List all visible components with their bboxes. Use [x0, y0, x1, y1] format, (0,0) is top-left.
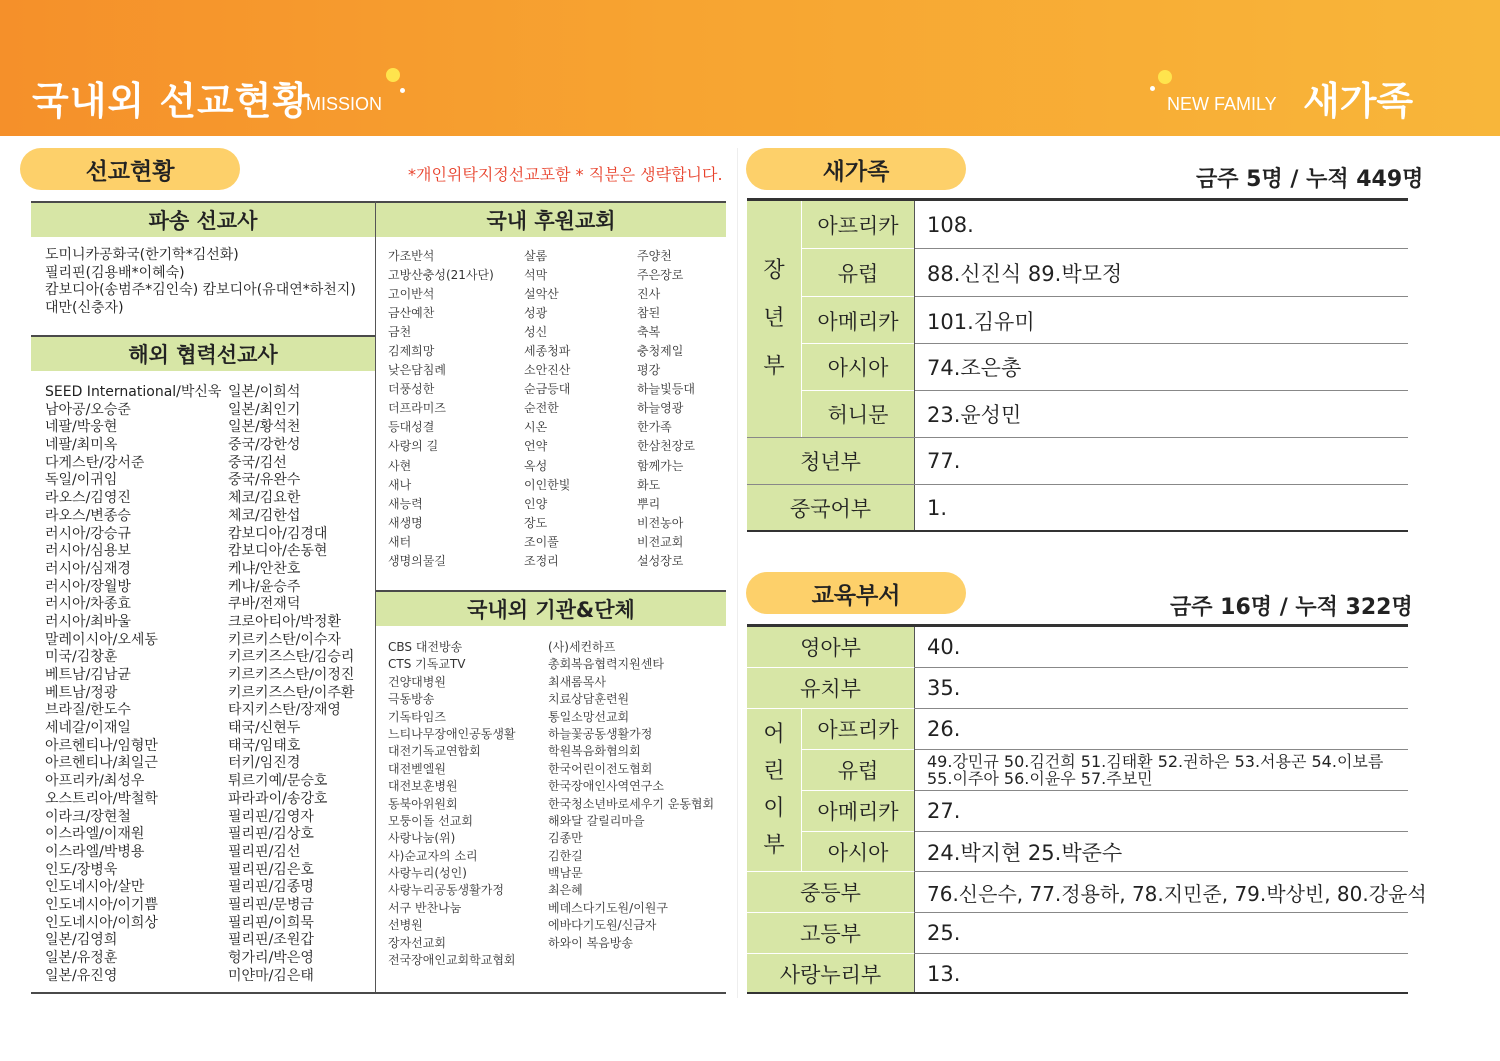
- list-item: 일본/김영희: [45, 932, 118, 949]
- list-item: 김제희망: [388, 344, 435, 359]
- list-item: 조이풀: [524, 534, 559, 549]
- list-item: 헝가리/박은영: [228, 950, 314, 966]
- list-item: 태국/신현두: [228, 720, 301, 737]
- row-value-kinder: 35.: [927, 676, 961, 700]
- row-value: 74.조은총: [927, 356, 1022, 380]
- list-item: 필리핀/김상호: [228, 826, 314, 843]
- list-item: 더프라미즈: [388, 401, 446, 416]
- list-item: 베데스다기도원/이원구: [548, 900, 668, 915]
- list-item: 순전한: [524, 401, 559, 416]
- list-item: 고이반석: [388, 287, 435, 302]
- overseas-head: 해외 협력선교사: [31, 335, 375, 371]
- list-item: 사랑의 길: [388, 439, 439, 454]
- list-item: 모퉁이돌 선교회: [388, 813, 473, 828]
- list-item: 사랑나눔(위): [388, 831, 456, 846]
- org-head: 국내외 기관&단체: [376, 590, 726, 626]
- list-item: 이스라엘/박병용: [45, 843, 145, 860]
- list-item: 건양대병원: [388, 674, 446, 689]
- list-item: 한국어린이전도협회: [548, 761, 653, 776]
- list-item: 일본/황석천: [228, 419, 301, 436]
- list-item: 도미니카공화국(한기학*김선화): [45, 247, 239, 263]
- list-item: 아프리카/최성우: [45, 773, 145, 790]
- row-label-chinese: 중국어부: [747, 485, 914, 531]
- row-label-kinder: 유치부: [747, 668, 914, 708]
- row-value-chinese: 1.: [927, 496, 948, 520]
- list-item: 김종만: [548, 831, 583, 846]
- list-item: 체코/김요한: [228, 490, 301, 507]
- list-item: 라오스/변종승: [45, 507, 131, 524]
- list-item: 인도네시아/살만: [45, 879, 145, 896]
- list-item: 살롬: [524, 249, 548, 263]
- row-label-youth: 청년부: [747, 438, 914, 484]
- list-item: 사현: [388, 458, 412, 473]
- row-divider: [802, 248, 914, 249]
- list-item: 베트남/김남균: [45, 667, 131, 683]
- list-item: 언약: [524, 439, 548, 454]
- list-item: 네팔/최미옥: [45, 437, 118, 454]
- list-item: 중국/김선: [228, 454, 287, 471]
- list-item: 키르키즈스탄/김승리: [228, 649, 355, 666]
- row-divider: [747, 484, 1408, 485]
- list-item: 캄보디아/손동현: [228, 543, 328, 560]
- decor-dot-icon: [400, 88, 405, 93]
- row-value: 101.김유미: [927, 309, 1035, 334]
- list-item: 최새롬목사: [548, 674, 606, 689]
- list-item: 조정리: [524, 553, 559, 568]
- list-item: 키르키스탄/이수자: [228, 631, 341, 648]
- list-item: 비전농아: [637, 515, 684, 530]
- education-stat: 금주 16명 / 누적 322명: [1170, 595, 1413, 620]
- row-label: 허니문: [802, 391, 914, 437]
- list-item: 총회복음협력지원센타: [548, 657, 664, 672]
- row-value-multiline: 49.강민규 50.김건희 51.김태환 52.권하은 53.서용곤 54.이보름 55.이주아 56.이윤우 57.주보민: [927, 752, 1384, 788]
- row-divider: [915, 343, 1408, 344]
- list-item: 석막: [524, 268, 548, 283]
- list-item: 튀르기예/문승호: [228, 773, 328, 790]
- list-item: 필리핀/김선: [228, 843, 301, 860]
- page-divider: [737, 148, 738, 998]
- list-item: 쿠바/전재덕: [228, 596, 301, 613]
- list-item: 체코/김한섭: [228, 507, 301, 524]
- list-item: 필리핀/문병금: [228, 896, 314, 913]
- list-item: 남아공/오승준: [45, 401, 131, 418]
- list-item: 장자선교회: [388, 935, 446, 950]
- cell-divider: [914, 627, 915, 993]
- list-item: 참된: [637, 306, 661, 321]
- row-label: 아시아: [802, 344, 914, 390]
- list-item: 한가족: [637, 420, 672, 435]
- row-divider: [747, 667, 914, 668]
- list-item: 생명의물길: [388, 553, 446, 568]
- list-item: 성신: [524, 325, 548, 340]
- newfamily-table: [747, 201, 1408, 531]
- list-item: 하늘빛등대: [637, 382, 695, 397]
- list-item: 한삼천장로: [637, 439, 695, 454]
- list-item: 중국/유완수: [228, 472, 301, 489]
- row-value-youth: 77.: [927, 449, 961, 473]
- list-item: 미국/김창훈: [45, 649, 118, 666]
- list-item: 필리핀/이희묵: [228, 914, 314, 931]
- list-item: 낮은담침례: [388, 363, 446, 378]
- list-item: 아르헨티나/최일근: [45, 755, 158, 772]
- list-item: 성광: [524, 306, 548, 321]
- list-item: 김한길: [548, 848, 583, 863]
- list-item: (사)세컨하프: [548, 640, 616, 654]
- row-label: 아시아: [802, 832, 914, 871]
- list-item: 키르키즈스탄/이정진: [228, 667, 355, 683]
- list-item: 통일소망선교회: [548, 709, 630, 724]
- row-divider: [802, 390, 914, 391]
- list-item: CTS 기독교TV: [388, 657, 466, 672]
- list-item: 최은혜: [548, 883, 583, 898]
- page-subtitle-newfamily: NEW FAMILY: [1167, 94, 1277, 114]
- list-item: 동북아위원회: [388, 796, 458, 811]
- education-pill: 교육부서: [746, 572, 966, 614]
- list-item: SEED International/박신욱: [45, 384, 222, 400]
- mission-pill: 선교현황: [20, 148, 240, 190]
- list-item: 필리핀(김용배*이혜숙): [45, 264, 185, 281]
- group-label-adult: 장 년 부: [747, 201, 801, 437]
- header-band: [0, 0, 1500, 136]
- list-item: 태국/임태호: [228, 737, 301, 754]
- list-item: 고방산충성(21사단): [388, 268, 494, 283]
- list-item: 세종청파: [524, 344, 571, 359]
- list-item: 터키/임진경: [228, 755, 301, 772]
- list-item: 필리핀/김종명: [228, 879, 314, 896]
- list-item: 시온: [524, 420, 548, 435]
- list-item: 케냐/안찬호: [228, 560, 301, 577]
- list-item: 캄보디아/김경대: [228, 525, 328, 542]
- row-value: 26.: [927, 717, 961, 741]
- row-label: 유럽: [802, 249, 914, 296]
- list-item: 크로아티아/박정환: [228, 613, 341, 630]
- list-item: 금산예찬: [388, 306, 435, 321]
- row-value-sarang: 13.: [927, 961, 961, 986]
- list-item: 러시아/심용보: [45, 543, 131, 560]
- list-item: 중국/강한성: [228, 437, 301, 454]
- list-item: 하늘꽃공동생활가정: [548, 726, 653, 741]
- list-item: 백남문: [548, 866, 583, 881]
- list-item: 이라크/장현철: [45, 808, 131, 825]
- row-divider: [802, 831, 914, 832]
- overseas-list-col2: [228, 384, 354, 985]
- list-item: 러시아/강승규: [45, 525, 131, 542]
- list-item: 브라질/한도수: [45, 702, 131, 719]
- list-item: 주은장로: [637, 268, 684, 283]
- list-item: 일본/이희석: [228, 384, 301, 400]
- newfamily-stat: 금주 5명 / 누적 449명: [1196, 167, 1424, 192]
- row-divider: [747, 953, 914, 954]
- decor-dot-icon: [1150, 86, 1155, 91]
- list-item: 선병원: [388, 918, 423, 933]
- list-item: 에바다기도원/신금자: [548, 918, 657, 933]
- row-value: 88.신진식 89.박모정: [927, 261, 1123, 286]
- page-subtitle-mission: MISSION: [306, 94, 383, 114]
- list-item: 네팔/박웅현: [45, 419, 118, 436]
- list-item: 사랑누리(성인): [388, 866, 467, 881]
- row-value: 23.윤성민: [927, 403, 1022, 427]
- list-item: 이인한빛: [524, 477, 571, 492]
- row-divider: [915, 831, 1408, 832]
- decor-dot-icon: [1158, 70, 1172, 84]
- row-divider: [747, 912, 914, 913]
- list-item: 세네갈/이재일: [45, 720, 131, 737]
- list-item: 러시아/장월방: [45, 578, 131, 595]
- list-item: 대전보훈병원: [388, 779, 458, 794]
- support-list-col2: [524, 247, 570, 571]
- row-label: 유럽: [802, 750, 914, 790]
- list-item: 함께가는: [637, 458, 684, 473]
- decor-dot-icon: [386, 68, 400, 82]
- row-label-high: 고등부: [747, 913, 914, 953]
- list-item: 필리핀/김영자: [228, 808, 314, 825]
- row-value-high: 25.: [927, 921, 961, 945]
- row-value-middle: 76.신은수, 77.정용하, 78.지민준, 79.박상빈, 80.강윤석: [927, 881, 1427, 906]
- list-item: 기독타임즈: [388, 709, 446, 724]
- list-item: 타지키스탄/장재영: [228, 702, 341, 719]
- list-item: 말레이시아/오세동: [45, 631, 158, 648]
- row-label: 아메리카: [802, 791, 914, 831]
- list-item: 느티나무장애인공동생활: [388, 726, 516, 741]
- list-item: 치료상담훈련원: [548, 692, 630, 707]
- row-label: 아프리카: [802, 201, 914, 248]
- list-item: 전국장애인교회학교협회: [388, 953, 516, 968]
- list-item: 뿌리: [637, 496, 661, 511]
- list-item: 사랑누리공동생활가정: [388, 883, 504, 898]
- list-item: 인도네시아/이희상: [45, 914, 158, 931]
- list-item: 설악산: [524, 287, 559, 302]
- education-bottom-rule: [747, 992, 1408, 994]
- row-divider: [747, 437, 1408, 438]
- support-head: 국내 후원교회: [376, 201, 726, 237]
- list-item: 금천: [388, 325, 412, 340]
- row-divider: [915, 790, 1408, 791]
- list-item: 화도: [637, 477, 661, 492]
- row-label: 아메리카: [802, 297, 914, 344]
- list-item: 축복: [637, 325, 661, 340]
- list-item: 한국청소년바로세우기 운동협회: [548, 796, 715, 811]
- list-item: 키르키즈스탄/이주환: [228, 684, 355, 701]
- list-item: 파라과이/송강호: [228, 790, 328, 807]
- list-item: 일본/유진영: [45, 967, 118, 984]
- list-item: 캄보디아(송범주*김인숙) 캄보디아(유대연*하천지): [45, 282, 356, 299]
- row-value: 24.박지현 25.박준수: [927, 840, 1123, 865]
- dispatch-list: [45, 247, 356, 318]
- list-item: 대전벧엘원: [388, 761, 446, 776]
- list-item: 인도/장병욱: [45, 861, 118, 878]
- list-item: 비전교회: [637, 534, 684, 549]
- row-value-infant: 40.: [927, 635, 961, 659]
- list-item: 새생명: [388, 515, 423, 530]
- list-item: 서구 반찬나눔: [388, 900, 462, 915]
- overseas-list-col1: [45, 384, 221, 985]
- list-item: 더풍성한: [388, 382, 435, 397]
- list-item: 옥성: [524, 458, 548, 473]
- group-label-children: 어 린 이 부: [747, 709, 801, 871]
- education-table: [747, 627, 1427, 993]
- row-label-sarang: 사랑누리부: [747, 954, 914, 993]
- row-divider: [802, 749, 914, 750]
- row-divider: [915, 749, 1408, 750]
- list-item: 인양: [524, 496, 548, 511]
- list-item: 새터: [388, 534, 412, 549]
- list-item: 소안진산: [524, 363, 571, 378]
- list-item: 새능력: [388, 496, 423, 511]
- row-divider: [915, 390, 1408, 391]
- support-list-col3: [637, 247, 695, 571]
- row-label: 아프리카: [802, 709, 914, 749]
- list-item: 대만(신충자): [45, 300, 124, 317]
- list-item: 학원복음화협의회: [548, 744, 641, 759]
- row-divider: [747, 871, 914, 872]
- list-item: 미얀마/김은태: [228, 967, 314, 984]
- list-item: 러시아/차종효: [45, 596, 131, 613]
- list-item: 케냐/윤승주: [228, 578, 301, 595]
- list-item: 이스라엘/이재원: [45, 826, 145, 843]
- row-divider: [915, 296, 1408, 297]
- org-list-col2: [548, 639, 714, 952]
- list-item: 필리핀/조원갑: [228, 932, 314, 949]
- list-item: 극동방송: [388, 692, 435, 707]
- list-item: 하와이 복음방송: [548, 935, 633, 950]
- list-item: 해와달 갈릴리마을: [548, 813, 645, 828]
- row-divider: [802, 790, 914, 791]
- list-item: 사)순교자의 소리: [388, 848, 478, 863]
- list-item: CBS 대전방송: [388, 640, 463, 654]
- page-title-mission: 국내외 선교현황: [32, 79, 311, 123]
- row-divider: [802, 296, 914, 297]
- row-divider: [915, 248, 1408, 249]
- page-title-newfamily: 새가족: [1303, 79, 1414, 123]
- list-item: 충청제일: [637, 344, 684, 359]
- list-item: 독일/이귀임: [45, 472, 118, 489]
- mission-note: *개인위탁지정선교포함 * 직분은 생략합니다.: [408, 165, 723, 184]
- list-item: 대전기독교연합회: [388, 744, 481, 759]
- row-value: 108.: [927, 212, 974, 237]
- newfamily-bottom-rule: [747, 530, 1408, 532]
- list-item: 진사: [637, 287, 661, 302]
- list-item: 하늘영광: [637, 401, 684, 416]
- list-item: 베트남/정광: [45, 684, 118, 701]
- cell-divider: [914, 201, 915, 531]
- list-item: 순금등대: [524, 382, 571, 397]
- list-item: 등대성결: [388, 420, 435, 435]
- list-item: 오스트리아/박철학: [45, 790, 158, 807]
- list-item: 일본/최인기: [228, 401, 301, 418]
- list-item: 한국장애인사역연구소: [548, 779, 664, 794]
- list-item: 인도네시아/이기쁨: [45, 896, 158, 913]
- row-label-infant: 영아부: [747, 627, 914, 667]
- list-item: 다게스탄/강서준: [45, 454, 145, 471]
- list-item: 평강: [637, 363, 661, 378]
- list-item: 새나: [388, 477, 412, 492]
- dispatch-head: 파송 선교사: [31, 201, 375, 237]
- row-label-middle: 중등부: [747, 872, 914, 912]
- list-item: 일본/유정훈: [45, 950, 118, 966]
- row-divider: [802, 343, 914, 344]
- list-item: 러시아/심재경: [45, 560, 131, 577]
- support-list-col1: [388, 247, 494, 571]
- org-list-col1: [388, 639, 516, 969]
- list-item: 필리핀/김은호: [228, 861, 314, 878]
- list-item: 러시아/최바울: [45, 613, 131, 630]
- newfamily-pill: 새가족: [746, 148, 966, 190]
- list-item: 가조반석: [388, 249, 435, 263]
- bottom-rule: [31, 992, 726, 994]
- row-value: 27.: [927, 799, 961, 823]
- list-item: 라오스/김영진: [45, 490, 131, 507]
- list-item: 주양천: [637, 249, 672, 263]
- row-divider: [747, 708, 914, 709]
- list-item: 장도: [524, 515, 548, 530]
- list-item: 아르헨티나/임형만: [45, 737, 158, 754]
- list-item: 설성장로: [637, 553, 684, 568]
